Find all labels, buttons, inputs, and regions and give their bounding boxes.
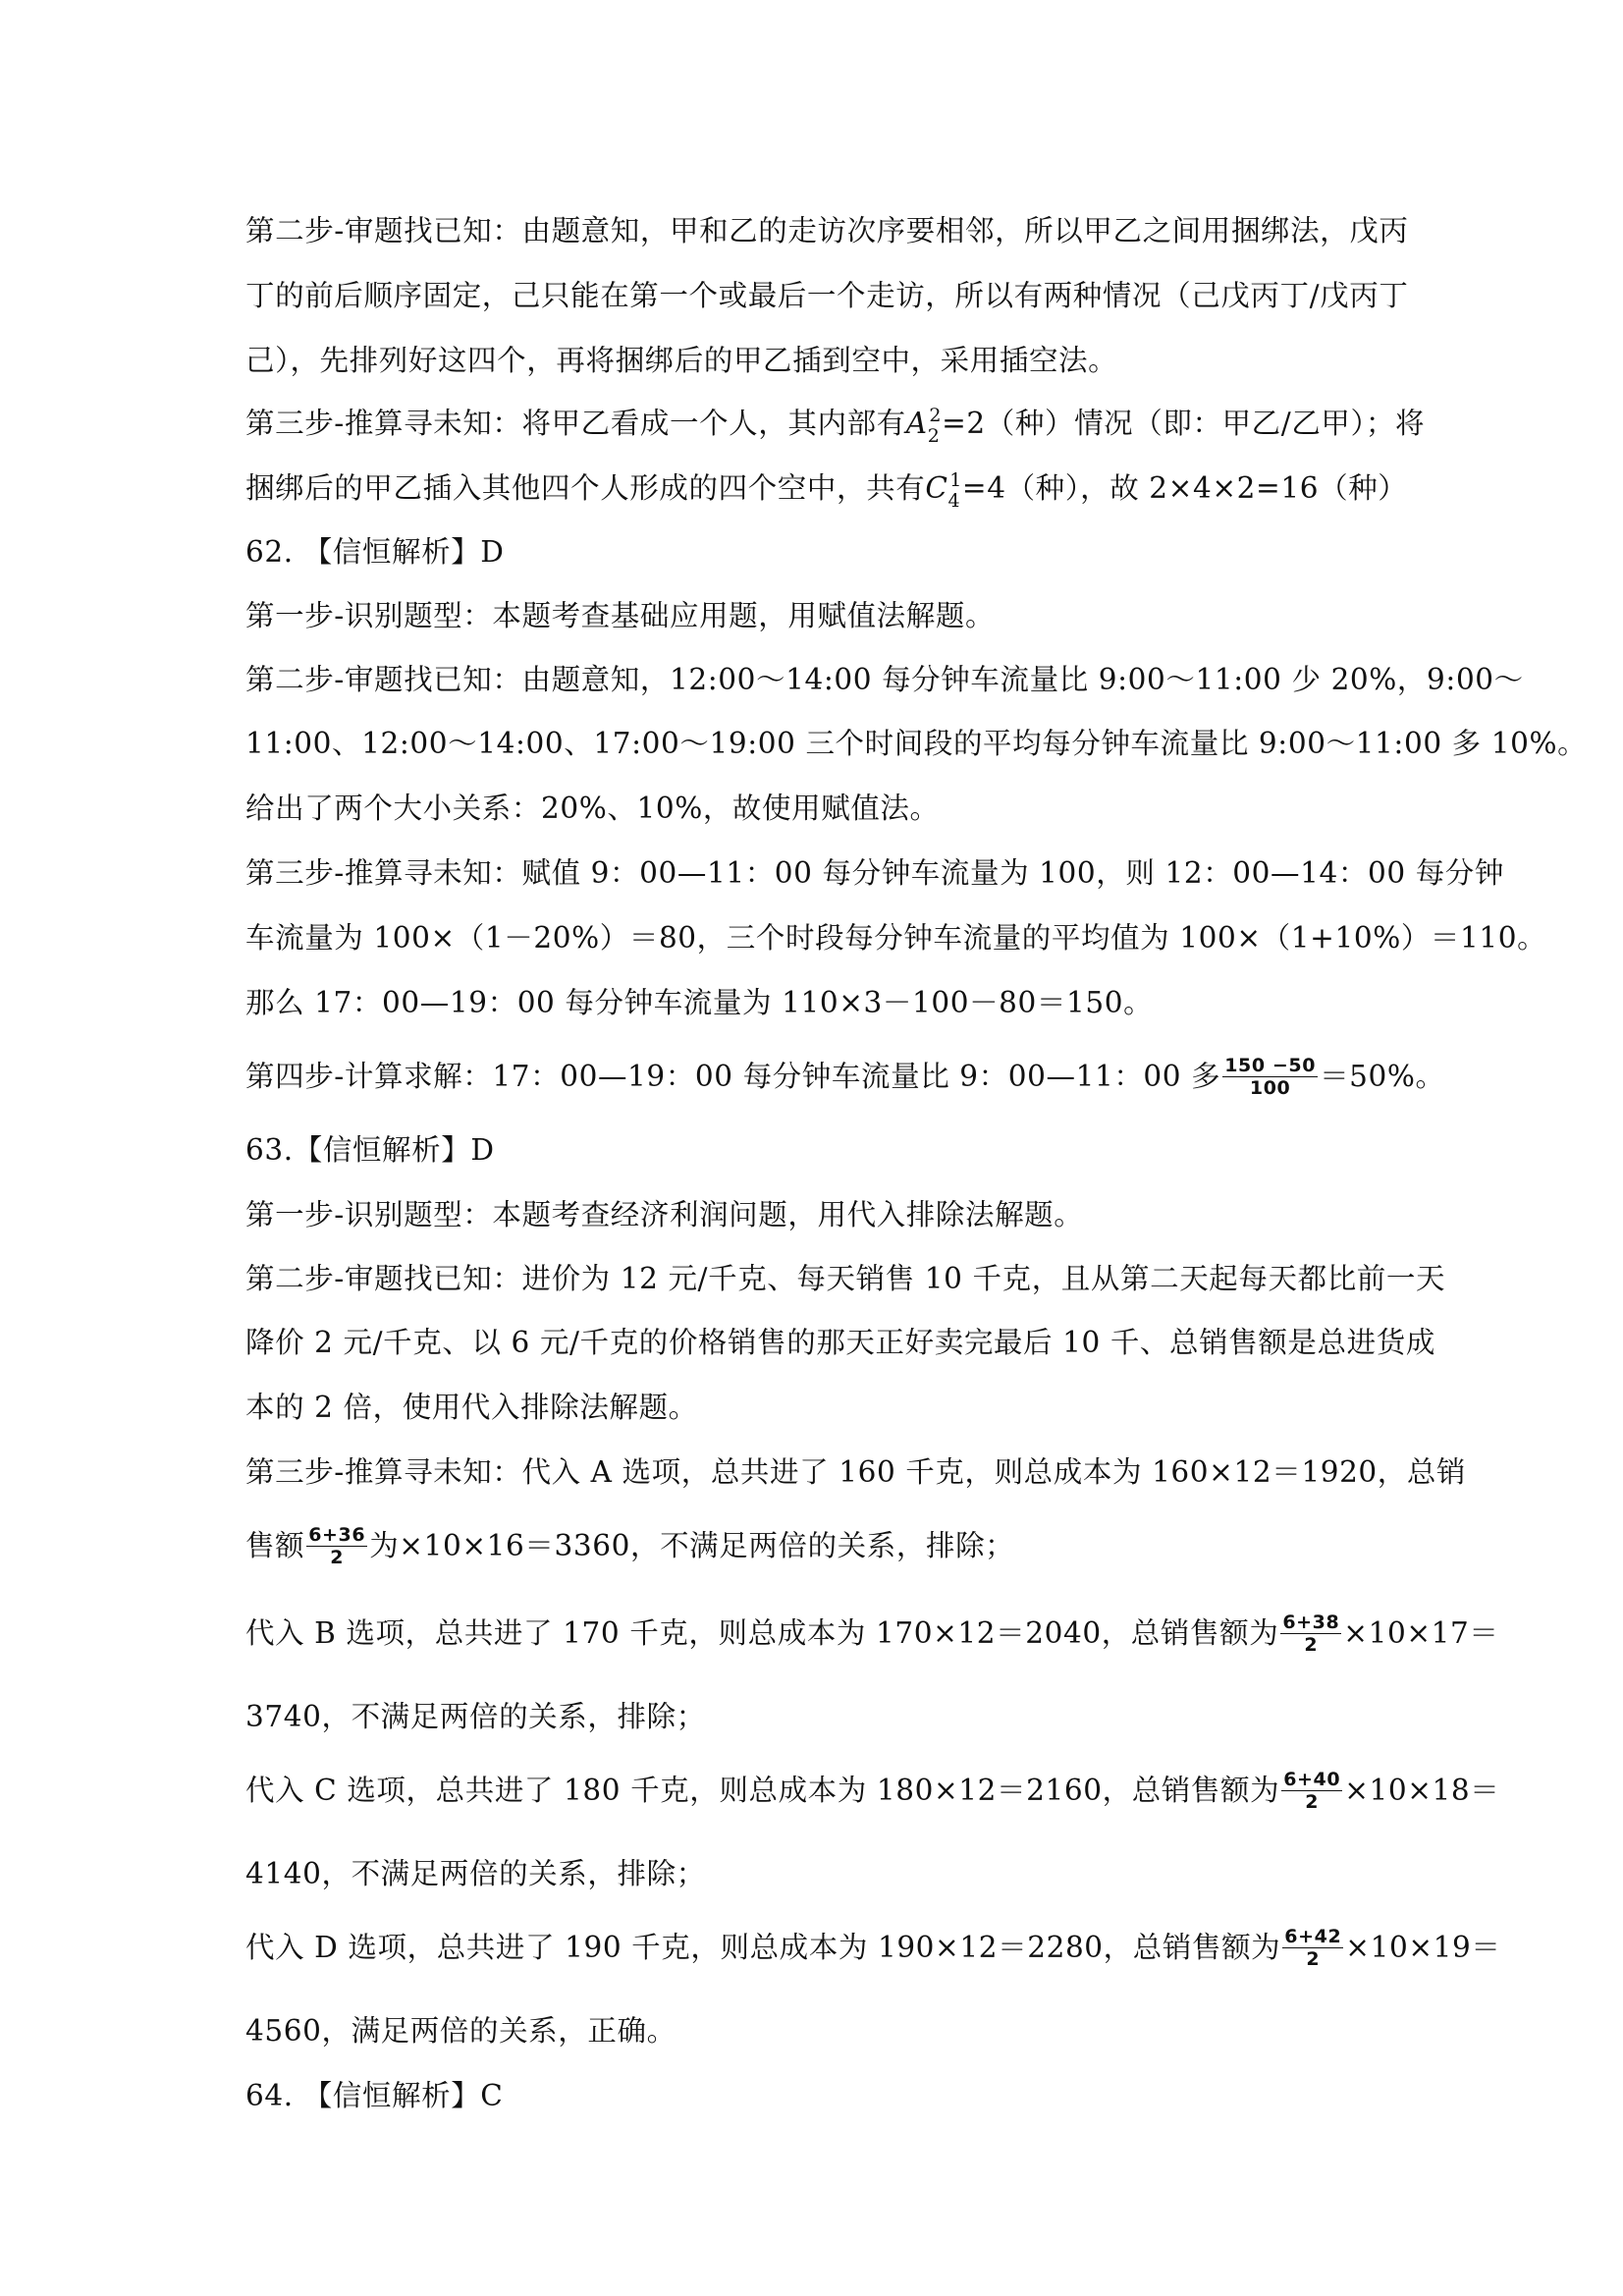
math-superscript: 2 (929, 405, 943, 426)
text-segment: =2（种）情况（即：甲乙/乙甲）；将 (942, 407, 1426, 440)
text-line: 第三步-推算寻未知：代入 A 选项，总共进了 160 千克，则总成本为 160×12＝1920，总销 (245, 1455, 1467, 1489)
text-segment: ×10×19＝ (1345, 1931, 1501, 1964)
text-line: 本的 2 倍，使用代入排除法解题。 (245, 1391, 698, 1424)
math-fraction (1281, 1769, 1342, 1813)
text-line (245, 1761, 1499, 1820)
text-line: 第二步-审题找已知：由题意知，12:00～14:00 每分钟车流量比 9:00～11:00 少 20%，9:00～ (245, 663, 1524, 696)
text-segment: ×10×17＝ (1343, 1616, 1499, 1650)
text-segment: 第三步-推算寻未知：将甲乙看成一个人，其内部有 (245, 407, 906, 440)
math-fraction (1280, 1612, 1341, 1656)
text-line: 第一步-识别题型：本题考查经济利润问题，用代入排除法解题。 (245, 1198, 1084, 1231)
text-line (245, 1604, 1499, 1663)
text-segment: 第四步-计算求解：17：00—19：00 每分钟车流量比 9：00—11：00 多 (245, 1060, 1221, 1093)
fraction-numerator: 6+36 (308, 1523, 366, 1546)
fraction-numerator: 6+42 (1284, 1925, 1342, 1947)
text-segment: 代入 C 选项，总共进了 180 千克，则总成本为 180×12＝2160，总销售额为 (245, 1774, 1280, 1807)
text-line: 己），先排列好这四个，再将捆绑后的甲乙插到空中，采用插空法。 (245, 344, 1118, 377)
fraction-denominator: 2 (330, 1546, 345, 1568)
text-segment: ＝50%。 (1320, 1060, 1445, 1093)
math-superscript: 1 (949, 469, 962, 491)
fraction-numerator: 6+40 (1283, 1768, 1341, 1790)
text-line: 那么 17：00—19：00 每分钟车流量为 110×3－100－80＝150。 (245, 986, 1154, 1019)
text-line: 4560，满足两倍的关系，正确。 (245, 2014, 676, 2048)
text-line: 63.【信恒解析】D (245, 1133, 495, 1167)
math-subscript: 2 (927, 425, 941, 447)
text-line: 62. 【信恒解析】D (245, 535, 505, 569)
fraction-denominator: 2 (1306, 1947, 1321, 1970)
text-line: 丁的前后顺序固定，己只能在第一个或最后一个走访，所以有两种情况（己戊丙丁/戊丙丁 (245, 279, 1409, 312)
text-line: 3740，不满足两倍的关系，排除； (245, 1700, 706, 1733)
text-line (245, 394, 1425, 453)
text-line: 64. 【信恒解析】C (245, 2079, 504, 2112)
text-line: 降价 2 元/千克、以 6 元/千克的价格销售的那天正好卖完最后 10 千、总销售额是总进货成 (245, 1326, 1435, 1359)
text-segment: ×10×18＝ (1344, 1774, 1500, 1807)
math-combination-symbol: C (925, 471, 948, 505)
math-subscript: 4 (947, 490, 961, 512)
text-line: 车流量为 100×（1－20%）＝80，三个时段每分钟车流量的平均值为 100×（1+10%）＝110。 (245, 921, 1547, 955)
text-line: 第三步-推算寻未知：赋值 9：00—11：00 每分钟车流量为 100，则 12：00—14：00 每分钟 (245, 856, 1504, 890)
text-segment: 为×10×16＝3360，不满足两倍的关系，排除； (369, 1529, 1015, 1562)
text-line (245, 1918, 1500, 1977)
text-segment: 代入 D 选项，总共进了 190 千克，则总成本为 190×12＝2280，总销售额为 (245, 1931, 1281, 1964)
text-line: 第二步-审题找已知：由题意知，甲和乙的走访次序要相邻，所以甲乙之间用捆绑法，戊丙 (245, 214, 1409, 247)
text-segment: 售额 (245, 1529, 305, 1562)
text-line (245, 1516, 1014, 1575)
math-permutation-symbol: A (905, 407, 928, 440)
math-fraction (1282, 1926, 1343, 1970)
fraction-denominator: 2 (1304, 1633, 1319, 1656)
text-segment: 捆绑后的甲乙插入其他四个人形成的四个空中，共有 (245, 471, 926, 505)
math-fraction (306, 1524, 367, 1568)
math-fraction (1222, 1055, 1318, 1099)
text-segment: 代入 B 选项，总共进了 170 千克，则总成本为 170×12＝2040，总销售额为 (245, 1616, 1279, 1650)
text-line: 给出了两个大小关系：20%、10%，故使用赋值法。 (245, 792, 940, 825)
text-line (245, 459, 1407, 518)
text-line (245, 1047, 1445, 1106)
text-segment: =4（种），故 2×4×2=16（种） (961, 471, 1408, 505)
fraction-denominator: 100 (1249, 1076, 1291, 1099)
text-line: 第一步-识别题型：本题考查基础应用题，用赋值法解题。 (245, 599, 996, 632)
text-line: 11:00、12:00～14:00、17:00～19:00 三个时间段的平均每分钟车流量比 9:00～11:00 多 10%。 (245, 727, 1588, 760)
fraction-numerator: 6+38 (1282, 1611, 1340, 1633)
fraction-numerator: 150 −50 (1224, 1054, 1317, 1076)
text-line: 第二步-审题找已知：进价为 12 元/千克、每天销售 10 千克，且从第二天起每天都比前一天 (245, 1262, 1446, 1295)
fraction-denominator: 2 (1305, 1790, 1320, 1813)
text-line: 4140，不满足两倍的关系，排除； (245, 1857, 706, 1890)
